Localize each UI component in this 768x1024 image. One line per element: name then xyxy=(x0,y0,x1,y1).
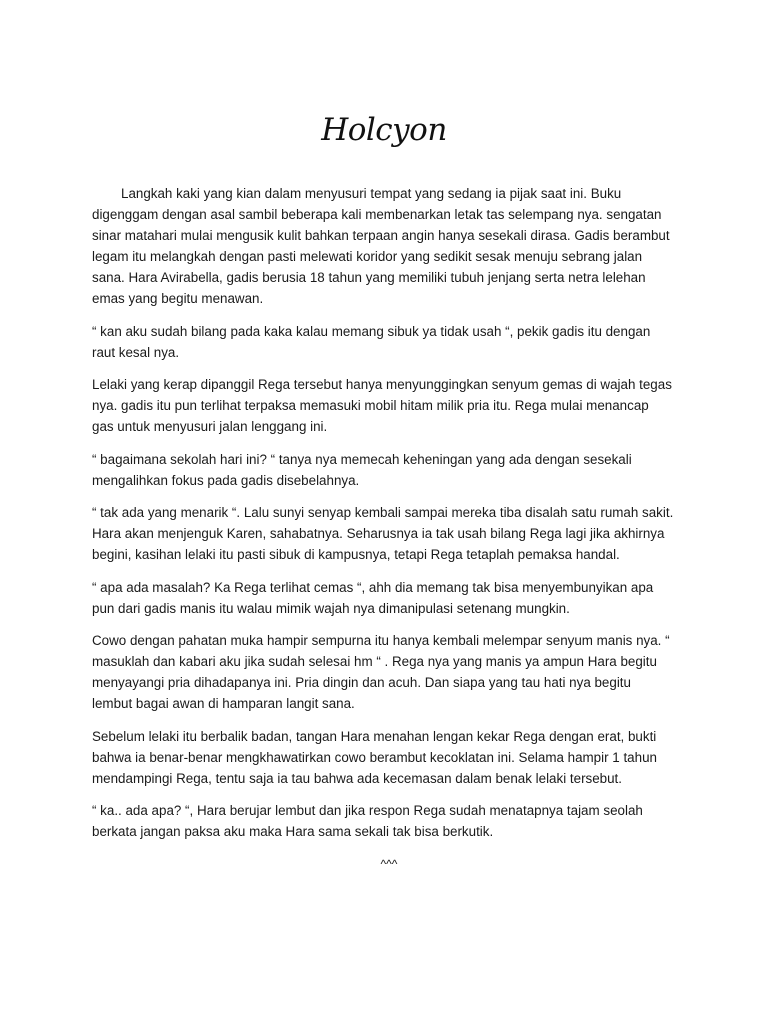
paragraph: Langkah kaki yang kian dalam menyusuri tempat yang sedang ia pijak saat ini. Buku digenggam dengan asal sambil beberapa kali membenarkan letak tas selempang nya. sengatan sinar matahari mulai mengusik kulit bahkan terpaan angin hanya sesekali dirasa. Gadis berambut legam itu melangkah dengan pasti melewati koridor yang sedikit sesak menuju sebrang jalan sana. Hara Avirabella, gadis berusia 18 tahun yang memiliki tubuh jenjang serta netra lelehan emas yang begitu menawan. xyxy=(92,186,670,306)
paragraph: Sebelum lelaki itu berbalik badan, tangan Hara menahan lengan kekar Rega dengan erat, bukti bahwa ia benar-benar mengkhawatirkan cowo berambut kecoklatan ini. Selama hampir 1 tahun mendampingi Rega, tentu saja ia tau bahwa ada kecemasan dalam benak lelaki tersebut. xyxy=(92,728,657,786)
section-separator: ^^^ xyxy=(380,856,398,871)
paragraph: “ ka.. ada apa? “, Hara berujar lembut dan jika respon Rega sudah menatapnya tajam seolah berkata jangan paksa aku maka Hara sama sekali tak bisa berkutik. xyxy=(92,803,643,839)
paragraph: “ apa ada masalah? Ka Rega terlihat cemas “, ahh dia memang tak bisa menyembunyikan apa pun dari gadis manis itu walau mimik wajah nya dimanipulasi setenang mungkin. xyxy=(92,579,654,616)
document-body xyxy=(92,183,674,875)
paragraph: “ tak ada yang menarik “. Lalu sunyi senyap kembali sampai mereka tiba disalah satu rumah sakit. Hara akan menjenguk Karen, sahabatnya. Seharusnya ia tak usah bilang Rega lagi jika akhirnya begini, kasihan lelaki itu pasti sibuk di kampusnya, tetapi Rega tetaplah pemaksa handal. xyxy=(92,505,674,562)
paragraph: “ bagaimana sekolah hari ini? “ tanya nya memecah keheningan yang ada dengan sesekali mengalihkan fokus pada gadis disebelahnya. xyxy=(92,451,632,488)
document-title: Holcyon xyxy=(321,112,447,148)
paragraph: Cowo dengan pahatan muka hampir sempurna itu hanya kembali melempar senyum manis nya. “ masuklah dan kabari aku jika sudah selesai hm “ . Rega nya yang manis ya ampun Hara begitu menyayangi pria dihadapanya ini. Pria dingin dan acuh. Dan siapa yang tau hati nya begitu lembut bagai awan di hamparan langit sana. xyxy=(92,633,670,711)
paragraph: Lelaki yang kerap dipanggil Rega tersebut hanya menyunggingkan senyum gemas di wajah tegas nya. gadis itu pun terlihat terpaksa memasuki mobil hitam milik pria itu. Rega mulai menancap gas untuk menyusuri jalan lenggang ini. xyxy=(92,377,672,434)
paragraph: “ kan aku sudah bilang pada kaka kalau memang sibuk ya tidak usah “, pekik gadis itu dengan raut kesal nya. xyxy=(92,323,651,360)
